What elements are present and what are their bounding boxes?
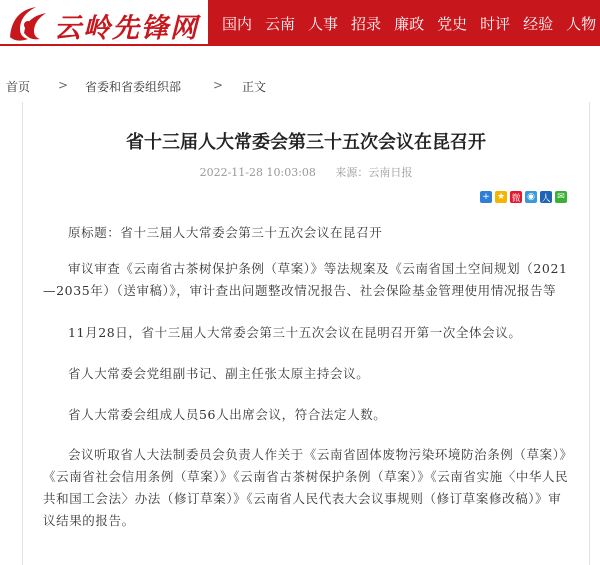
logo[interactable]	[0, 0, 208, 46]
paragraph: 11月28日，省十三届人大常委会第三十五次会议在昆明召开第一次全体会议。	[68, 325, 522, 340]
nav-item-zhaolu[interactable]: 招录	[351, 14, 382, 33]
logo-text: 云岭先锋网	[54, 13, 199, 44]
nav-item-shiping[interactable]: 时评	[480, 14, 511, 33]
breadcrumb	[0, 76, 600, 96]
main-nav	[222, 0, 600, 46]
site-header	[0, 0, 600, 46]
breadcrumb-section[interactable]: 省委和省委组织部	[85, 80, 182, 94]
nav-item-renshi[interactable]: 人事	[308, 14, 339, 33]
nav-item-jingyan[interactable]: 经验	[523, 14, 554, 33]
nav-item-renwu[interactable]: 人物	[566, 14, 597, 33]
article-title: 省十三届人大常委会第三十五次会议在昆召开	[126, 132, 486, 153]
article-container	[22, 102, 590, 565]
paragraph-subtitle: 原标题：省十三届人大常委会第三十五次会议在昆召开	[68, 225, 383, 240]
share-bar	[477, 191, 567, 203]
paragraph-summary: 审议审查《云南省古茶树保护条例（草案）》等法规案及《云南省国土空间规划（2021—2035年）（送审稿）》，审计查出问题整改情况报告、社会保险基金管理使用情况报告等	[43, 261, 568, 298]
nav-item-dangshi[interactable]: 党史	[437, 14, 468, 33]
tencent-icon[interactable]: ◉	[525, 191, 537, 203]
wechat-icon[interactable]: ✉	[555, 191, 567, 203]
logo-icon	[6, 3, 50, 43]
nav-item-yunnan[interactable]: 云南	[265, 14, 296, 33]
nav-item-guonei[interactable]: 国内	[222, 14, 253, 33]
weibo-icon[interactable]: 微	[510, 191, 522, 203]
breadcrumb-separator: >	[213, 78, 224, 92]
paragraph: 会议听取省人大法制委员会负责人作关于《云南省固体废物污染环境防治条例（草案）》《云南省社会信用条例（草案）》《云南省古茶树保护条例（草案）》《云南省实施〈中华人民共和国工会法〉办法（修订草案）》《云南省人民代表大会议事规则（修订草案修改稿）》审议结果的报告。	[43, 447, 573, 528]
nav-item-lianzheng[interactable]: 廉政	[394, 14, 425, 33]
article-meta	[23, 164, 589, 180]
paragraph: 省人大常委会党组副书记、副主任张太原主持会议。	[68, 366, 370, 381]
share-plus-icon[interactable]: +	[480, 191, 492, 203]
article-source: 来源：云南日报	[335, 166, 413, 179]
article-datetime: 2022-11-28 10:03:08	[199, 166, 316, 179]
breadcrumb-home[interactable]: 首页	[6, 80, 31, 94]
paragraph: 省人大常委会组成人员56人出席会议，符合法定人数。	[68, 407, 387, 422]
breadcrumb-separator: >	[58, 78, 69, 92]
renren-icon[interactable]: 人	[540, 191, 552, 203]
qzone-icon[interactable]: ★	[496, 192, 506, 202]
breadcrumb-current: 正文	[242, 80, 267, 94]
